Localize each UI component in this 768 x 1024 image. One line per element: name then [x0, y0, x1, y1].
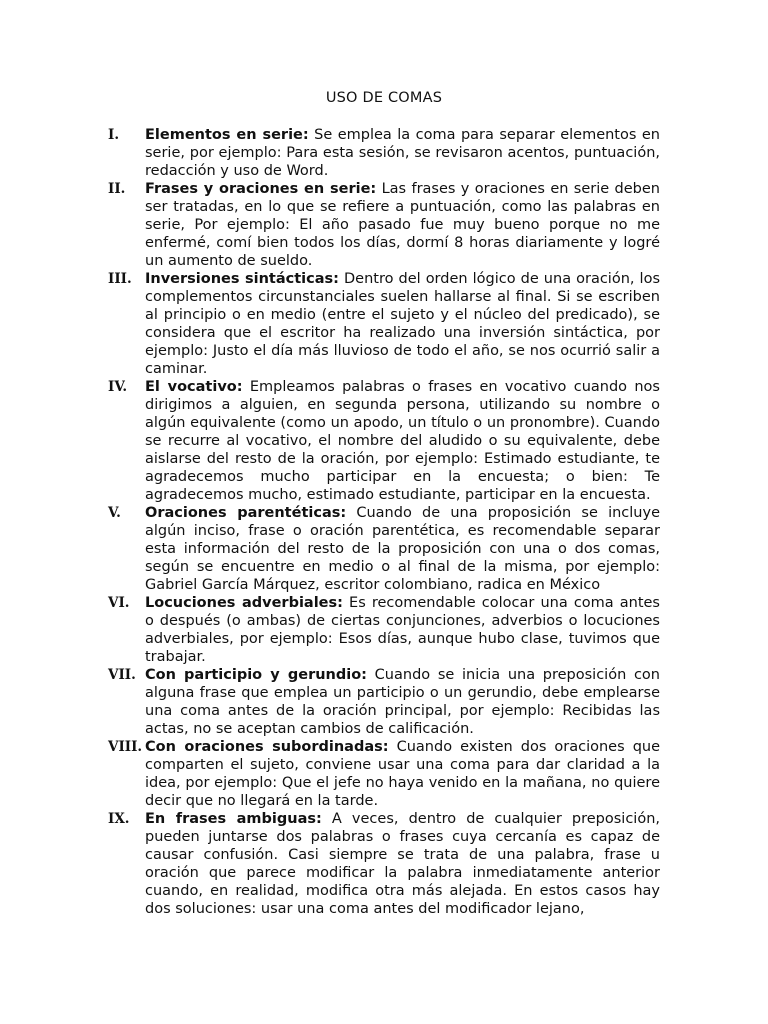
list-item — [108, 126, 660, 180]
list-item — [108, 270, 660, 378]
document-title: USO DE COMAS — [325, 90, 443, 106]
item-heading: Inversiones sintácticas: — [145, 271, 339, 287]
item-text: Se emplea la coma para separar elementos en serie, por ejemplo: Para esta sesión, se revisaron acentos, puntuación, redacción y uso de Word. — [145, 127, 660, 179]
item-heading: El vocativo: — [145, 379, 243, 395]
item-number: III. — [108, 271, 132, 287]
item-text: Cuando existen dos oraciones que comparten el sujeto, conviene usar una coma para dar claridad a la idea, por ejemplo: Que el jefe no haya venido en la mañana, no quiere decir que no llegará en la tarde. — [145, 739, 661, 809]
item-number: VI. — [108, 595, 130, 611]
item-number: V. — [108, 505, 121, 521]
list-item — [108, 666, 660, 738]
item-text: A veces, dentro de cualquier preposición, pueden juntarse dos palabras o frases cuya cercanía es capaz de causar confusión. Casi siempre se trata de una palabra, frase u oración que parece modificar la palabra inmediatamente anterior cuando, en realidad, modifica otra más alejada. En estos casos hay dos soluciones: usar una coma antes del modificador lejano, — [145, 811, 660, 917]
item-heading: Frases y oraciones en serie: — [145, 181, 377, 197]
list-item — [108, 180, 660, 270]
item-number: IX. — [108, 811, 130, 827]
item-number: II. — [108, 181, 126, 197]
item-heading: Con oraciones subordinadas: — [145, 739, 389, 755]
item-text: Dentro del orden lógico de una oración, los complementos circunstanciales suelen hallarse al final. Si se escriben al principio o en medio (entre el sujeto y el núcleo del predicado), se considera que el escritor ha realizado una inversión sintáctica, por ejemplo: Justo el día más lluvioso de todo el año, se nos ocurrió salir a caminar. — [145, 271, 661, 377]
list-item — [108, 738, 660, 810]
item-text: Cuando de una proposición se incluye algún inciso, frase o oración parentética, es recomendable separar esta información del resto de la proposición con una o dos comas, según se encuentre en medio o al final de la misma, por ejemplo: Gabriel García Márquez, escritor colombiano, radica en México — [145, 505, 660, 593]
item-number: IV. — [108, 379, 128, 395]
item-number: I. — [108, 127, 120, 143]
item-heading: Oraciones parentéticas: — [145, 505, 347, 521]
item-text: Las frases y oraciones en serie deben ser tratadas, en lo que se refiere a puntuación, como las palabras en serie, Por ejemplo: El año pasado fue muy bueno porque no me enfermé, comí bien todos los días, dormí 8 horas diariamente y logré un aumento de sueldo. — [145, 181, 660, 269]
list-item — [108, 378, 660, 504]
list-item — [108, 810, 660, 918]
item-heading: En frases ambiguas: — [145, 811, 322, 827]
item-number: VII. — [108, 667, 136, 683]
rules-list — [108, 126, 660, 918]
item-number: VIII. — [108, 739, 143, 755]
item-heading: Locuciones adverbiales: — [145, 595, 343, 611]
item-heading: Con participio y gerundio: — [145, 667, 367, 683]
item-text: Empleamos palabras o frases en vocativo cuando nos dirigimos a alguien, en segunda persona, utilizando su nombre o algún equivalente (como un apodo, un título o un pronombre). Cuando se recurre al vocativo, el nombre del aludido o su equivalente, debe aislarse del resto de la oración, por ejemplo: Estimado estudiante, te agradecemos mucho participar en la encuesta; o bien: Te agradecemos mucho, estimado estudiante, participar en la encuesta. — [145, 379, 660, 503]
item-heading: Elementos en serie: — [145, 127, 309, 143]
item-text: Cuando se inicia una preposición con alguna frase que emplea un participio o un gerundio, debe emplearse una coma antes de la oración principal, por ejemplo: Recibidas las actas, no se aceptan cambios de calificación. — [145, 667, 660, 737]
item-text: Es recomendable colocar una coma antes o después (o ambas) de ciertas conjunciones, adverbios o locuciones adverbiales, por ejemplo: Esos días, aunque hubo clase, tuvimos que trabajar. — [145, 595, 660, 665]
list-item — [108, 594, 660, 666]
list-item — [108, 504, 660, 594]
